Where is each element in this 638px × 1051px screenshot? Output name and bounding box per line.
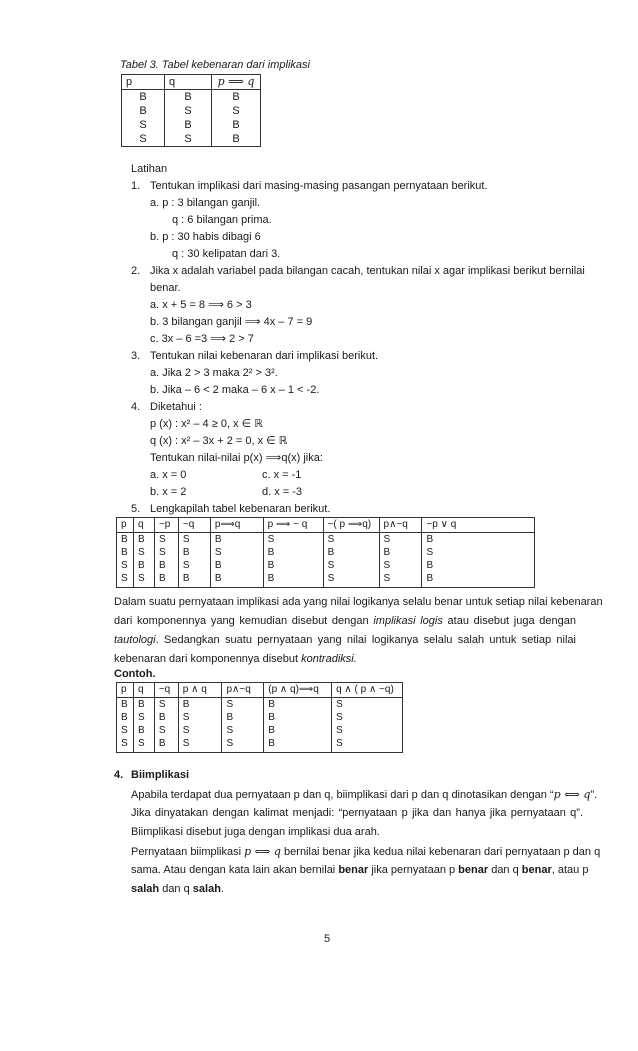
column-header: ~q <box>178 518 210 533</box>
column-header: p ∧ q <box>178 683 222 698</box>
q3-b: b. Jika – 6 < 2 maka – 6 x – 1 < -2. <box>150 384 320 396</box>
tautologi-line-2 <box>114 613 576 630</box>
biimplikasi-line-5 <box>131 862 589 879</box>
column-header: p <box>117 518 134 533</box>
biimplikasi-line-4b: bernilai benar jika kedua nilai kebenaran dari pernyataan p dan q <box>280 846 601 858</box>
column-values <box>133 533 154 588</box>
table-cell: S <box>165 104 212 118</box>
truth-value: B <box>121 534 128 545</box>
truth-value: S <box>158 534 166 545</box>
truth-value: B <box>158 712 166 723</box>
q3-number: 3. <box>131 350 141 362</box>
truth-value: S <box>121 725 128 736</box>
truth-value: B <box>426 573 434 584</box>
truth-value: S <box>226 725 234 736</box>
truth-value: B <box>214 560 222 571</box>
truth-value: S <box>327 534 335 545</box>
q1-b-q: q : 30 kelipatan dari 3. <box>172 248 281 260</box>
truth-value: S <box>137 738 145 749</box>
benar-term-2: benar <box>458 864 489 876</box>
truth-value: S <box>137 547 145 558</box>
column-header: p <box>117 683 134 698</box>
biimplikasi-notation-2: p ⟺ q <box>244 845 281 858</box>
biimplikasi-line-2: Jika dinyatakan dengan kalimat menjadi: “pernyataan p jika dan hanya jika pernyataan q”. <box>131 807 583 819</box>
biimplikasi-line-5d: , atau p <box>551 864 589 876</box>
q1-text: Tentukan implikasi dari masing-masing pasangan pernyataan berikut. <box>150 180 488 192</box>
truth-value: B <box>327 547 335 558</box>
column-values <box>133 698 154 753</box>
truth-value: S <box>226 738 234 749</box>
q2-number: 2. <box>131 265 141 277</box>
truth-value: S <box>214 547 222 558</box>
truth-value: S <box>121 560 128 571</box>
truth-value: B <box>158 560 166 571</box>
table-cell: B <box>212 118 261 132</box>
contoh-label: Contoh. <box>114 668 156 680</box>
tautologi-line-2a: dari komponennya yang kemudian disebut dengan <box>114 615 374 627</box>
latihan-truth-table <box>116 517 535 588</box>
table-row <box>122 132 261 147</box>
q2-b: b. 3 bilangan ganjil ⟹ 4x – 7 = 9 <box>150 316 313 328</box>
truth-value: S <box>137 712 145 723</box>
truth-value: B <box>426 534 434 545</box>
column-values <box>323 533 379 588</box>
truth-value: B <box>267 560 275 571</box>
biimplikasi-line-4 <box>131 843 601 861</box>
q2-line2: benar. <box>150 282 181 294</box>
truth-value: S <box>121 573 128 584</box>
q1-number: 1. <box>131 180 141 192</box>
truth-value: B <box>267 573 275 584</box>
column-values <box>154 698 178 753</box>
biimplikasi-line-3: Biimplikasi disebut juga dengan implikasi dua arah. <box>131 826 380 838</box>
q1-b-p: b. p : 30 habis dibagi 6 <box>150 231 261 243</box>
column-header: q <box>133 518 154 533</box>
q5-number: 5. <box>131 503 141 515</box>
truth-value: B <box>268 725 275 736</box>
table-row <box>122 104 261 118</box>
truth-value: S <box>182 560 190 571</box>
biimplikasi-line-5a: sama. Atau dengan kata lain akan bernilai <box>131 864 339 876</box>
column-values <box>264 698 332 753</box>
truth-value: S <box>158 547 166 558</box>
truth-value: B <box>426 560 434 571</box>
tautologi-line-4a: kebenaran dari komponennya disebut <box>114 653 302 665</box>
q4-text: Diketahui : <box>150 401 202 413</box>
column-header: (p ∧ q)⟹q <box>264 683 332 698</box>
kontradiksi-term: kontradiksi. <box>301 653 357 665</box>
truth-value: B <box>158 573 166 584</box>
truth-value: S <box>158 725 166 736</box>
table3-caption: Tabel 3. Tabel kebenaran dari implikasi <box>120 59 310 71</box>
q4-number: 4. <box>131 401 141 413</box>
truth-value: B <box>137 534 145 545</box>
truth-value: S <box>336 725 343 736</box>
q1-a-q: q : 6 bilangan prima. <box>172 214 272 226</box>
truth-value: B <box>383 547 391 558</box>
truth-value: S <box>158 699 166 710</box>
table3-header-p: p <box>122 75 165 90</box>
column-values <box>222 698 264 753</box>
truth-value: B <box>226 712 234 723</box>
latihan-title: Latihan <box>131 163 168 175</box>
section-title: Biimplikasi <box>131 769 190 781</box>
truth-value: B <box>214 573 222 584</box>
biimplikasi-line-6 <box>131 881 224 898</box>
table-cell: B <box>165 118 212 132</box>
column-values <box>332 698 403 753</box>
table3-header-q: q <box>165 75 212 90</box>
tautologi-line-1: Dalam suatu pernyataan implikasi ada yang nilai logikanya selalu benar untuk setiap nilai kebenaran <box>114 596 603 608</box>
q4-a: a. x = 0 <box>150 469 187 481</box>
truth-value: S <box>383 560 391 571</box>
page-number: 5 <box>324 933 331 945</box>
truth-value: S <box>383 573 391 584</box>
q4-b: b. x = 2 <box>150 486 187 498</box>
table-cell: B <box>212 90 261 105</box>
truth-value: S <box>226 699 234 710</box>
truth-value: S <box>426 547 434 558</box>
column-header: p∧~q <box>379 518 422 533</box>
tautologi-line-2c: atau disebut juga dengan <box>442 615 577 627</box>
truth-value: B <box>137 699 145 710</box>
biimplikasi-line-6a: dan q <box>159 883 193 895</box>
contoh-truth-table <box>116 682 403 753</box>
q2-line1: Jika x adalah variabel pada bilangan cacah, tentukan nilai x agar implikasi berikut bernilai <box>150 265 585 277</box>
column-values <box>422 533 535 588</box>
tautologi-term: tautologi <box>114 634 156 646</box>
column-values <box>117 533 134 588</box>
truth-value: B <box>214 534 222 545</box>
column-values <box>154 533 178 588</box>
q4-ask: Tentukan nilai-nilai p(x) ⟹q(x) jika: <box>150 452 323 464</box>
implikasi-logis-term: implikasi logis <box>373 615 443 627</box>
truth-value: B <box>267 547 275 558</box>
column-header: ~p <box>154 518 178 533</box>
truth-value: S <box>267 534 275 545</box>
q4-q: q (x) : x² – 3x + 2 = 0, x ∈ ℝ <box>150 435 288 447</box>
column-header: p ⟹ ~ q <box>263 518 323 533</box>
table-cell: B <box>212 132 261 147</box>
truth-value: B <box>268 699 275 710</box>
q2-c: c. 3x – 6 =3 ⟹ 2 > 7 <box>150 333 254 345</box>
biimplikasi-line-5b: jika pernyataan p <box>368 864 459 876</box>
truth-value: S <box>182 725 190 736</box>
biimplikasi-line-5c: dan q <box>488 864 522 876</box>
q1-a-p: a. p : 3 bilangan ganjil. <box>150 197 261 209</box>
column-values <box>263 533 323 588</box>
truth-value: S <box>121 738 128 749</box>
benar-term-3: benar <box>521 864 552 876</box>
table-row <box>122 118 261 132</box>
truth-value: S <box>336 699 343 710</box>
column-values <box>210 533 263 588</box>
column-header: p∧~q <box>222 683 264 698</box>
q4-c: c. x = -1 <box>262 469 302 481</box>
table-cell: S <box>212 104 261 118</box>
biimplikasi-line-6b: . <box>220 883 224 895</box>
salah-term-2: salah <box>192 883 221 895</box>
truth-value: B <box>121 699 128 710</box>
biimplikasi-line-1b: ”. <box>590 789 598 801</box>
q3-a: a. Jika 2 > 3 maka 2² > 3². <box>150 367 278 379</box>
truth-value: B <box>121 547 128 558</box>
truth-value: B <box>182 699 190 710</box>
truth-value: S <box>336 738 343 749</box>
table-cell: S <box>122 132 165 147</box>
truth-value: S <box>182 534 190 545</box>
q4-p: p (x) : x² – 4 ≥ 0, x ∈ ℝ <box>150 418 263 430</box>
q3-text: Tentukan nilai kebenaran dari implikasi berikut. <box>150 350 379 362</box>
table-row <box>122 90 261 105</box>
truth-value: S <box>327 560 335 571</box>
section-number: 4. <box>114 769 124 781</box>
truth-value: S <box>383 534 391 545</box>
truth-value: S <box>182 738 190 749</box>
column-values <box>379 533 422 588</box>
column-values <box>178 698 222 753</box>
truth-value: B <box>268 712 275 723</box>
benar-term: benar <box>338 864 369 876</box>
truth-value: S <box>182 712 190 723</box>
truth-value: B <box>268 738 275 749</box>
tautologi-line-3b: . Sedangkan suatu pernyataan yang nilai logikanya selalu salah untuk setiap nilai <box>155 634 576 646</box>
column-values <box>117 698 134 753</box>
q4-d: d. x = -3 <box>262 486 303 498</box>
column-header: ~q <box>154 683 178 698</box>
biimplikasi-line-4a: Pernyataan biimplikasi <box>131 846 245 858</box>
biimplikasi-line-1 <box>131 786 598 804</box>
q2-a: a. x + 5 = 8 ⟹ 6 > 3 <box>150 299 252 311</box>
truth-value: B <box>137 725 145 736</box>
tautologi-line-3 <box>114 632 576 649</box>
table3-truth-table <box>121 74 261 147</box>
truth-value: B <box>158 738 166 749</box>
column-header: q <box>133 683 154 698</box>
truth-value: S <box>137 573 145 584</box>
table-cell: S <box>122 118 165 132</box>
column-header: ~( p ⟹q) <box>323 518 379 533</box>
truth-value: B <box>121 712 128 723</box>
table-cell: S <box>165 132 212 147</box>
column-header: q ∧ ( p ∧ ~q) <box>332 683 403 698</box>
biimplikasi-line-1a: Apabila terdapat dua pernyataan p dan q, biimplikasi dari p dan q dinotasikan dengan “ <box>131 789 554 801</box>
truth-value: B <box>182 573 190 584</box>
table-cell: B <box>122 90 165 105</box>
column-header: ~p ∨ q <box>422 518 535 533</box>
table3-header-pq: p ⟹ q <box>212 75 261 90</box>
table-cell: B <box>122 104 165 118</box>
column-values <box>178 533 210 588</box>
salah-term: salah <box>131 883 160 895</box>
truth-value: B <box>137 560 145 571</box>
truth-value: S <box>327 573 335 584</box>
q5-text: Lengkapilah tabel kebenaran berikut. <box>150 503 331 515</box>
biimplikasi-notation: p ⟺ q <box>553 788 591 801</box>
truth-value: B <box>182 547 190 558</box>
table-cell: B <box>165 90 212 105</box>
column-header: p⟹q <box>210 518 263 533</box>
truth-value: S <box>336 712 343 723</box>
